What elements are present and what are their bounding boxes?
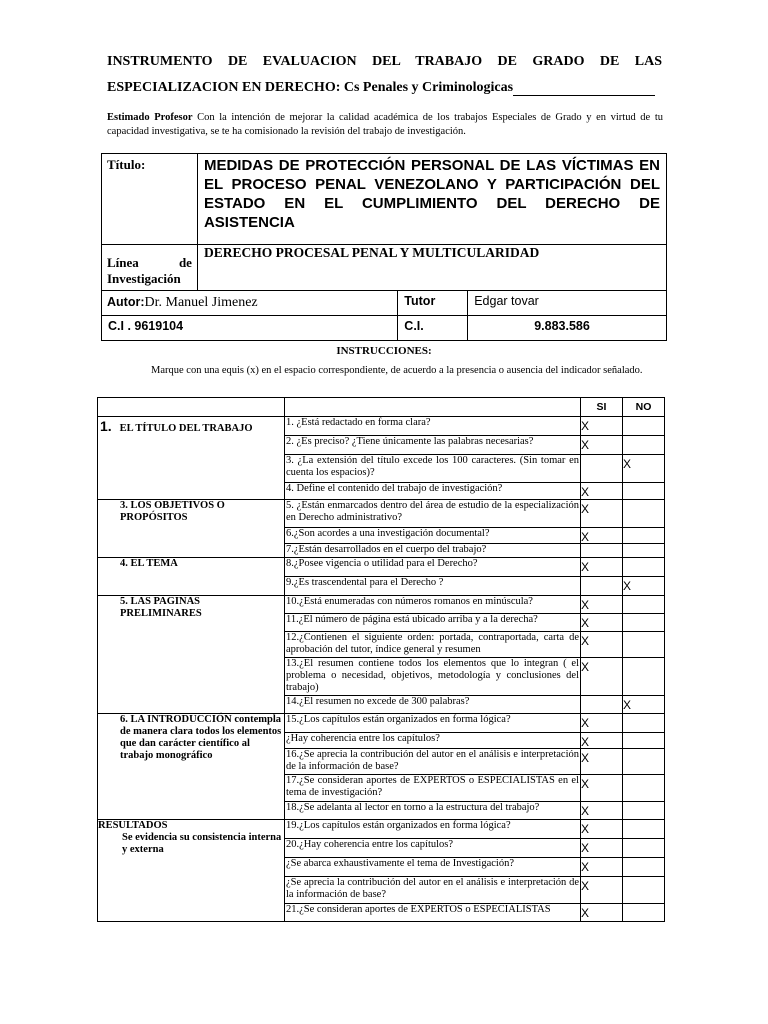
check-no-15b[interactable] — [623, 733, 665, 749]
question-10: 10.¿Está enumeradas con números romanos en minúscula? — [285, 596, 581, 614]
question-9: 9.¿Es trascendental para el Derecho ? — [285, 577, 581, 596]
check-no-4[interactable] — [623, 483, 665, 500]
check-si-11[interactable]: X — [581, 614, 623, 632]
check-no-5[interactable] — [623, 500, 665, 528]
tutor-label: Tutor — [398, 291, 468, 316]
check-si-20[interactable]: X — [581, 839, 623, 858]
check-si-20c[interactable]: X — [581, 877, 623, 904]
check-si-10[interactable]: X — [581, 596, 623, 614]
check-no-2[interactable] — [623, 436, 665, 455]
check-no-21[interactable] — [623, 904, 665, 922]
intro-paragraph: Estimado Profesor Con la intención de mejorar la calidad académica de los trabajos Especiales de Grado y en virtud de tu capacidad investigativa, se te ha comisionado la revisión del trabajo de investigación. — [107, 112, 663, 137]
check-si-1[interactable]: X — [581, 417, 623, 436]
section-introduccion: 6. LA INTRODUCCIÓN contempla de manera clara todos los elementos que dan carácter científico al trabajo monográfico — [98, 714, 285, 820]
column-no: NO — [623, 398, 665, 417]
ci-tutor-label: C.I. — [398, 316, 468, 341]
check-no-8[interactable] — [623, 558, 665, 577]
question-2: 2. ¿Es preciso? ¿Tiene únicamente las palabras necesarias? — [285, 436, 581, 455]
section-tema: 4. EL TEMA — [98, 558, 285, 596]
check-si-3[interactable] — [581, 455, 623, 483]
question-13: 13.¿El resumen contiene todos los elementos que lo integran ( el problema o necesidad, objetivos, metodología y conclusiones del trabajo) — [285, 658, 581, 696]
question-20c: ¿Se aprecia la contribución del autor en el análisis e interpretación de la información de base? — [285, 877, 581, 904]
document-title-line2: ESPECIALIZACION EN DERECHO: Cs Penales y Criminologicas — [107, 80, 655, 96]
check-si-16[interactable]: X — [581, 749, 623, 775]
question-15b: ¿Hay coherencia entre los capítulos? — [285, 733, 581, 749]
section-preliminares: 5. LAS PAGINAS PRELIMINARES — [98, 596, 285, 714]
check-si-19[interactable]: X — [581, 820, 623, 839]
check-no-11[interactable] — [623, 614, 665, 632]
check-no-20c[interactable] — [623, 877, 665, 904]
check-no-1[interactable] — [623, 417, 665, 436]
check-si-7[interactable] — [581, 544, 623, 558]
check-no-16[interactable] — [623, 749, 665, 775]
check-si-13[interactable]: X — [581, 658, 623, 696]
check-no-18[interactable] — [623, 802, 665, 820]
check-no-6[interactable] — [623, 528, 665, 544]
evaluation-table — [97, 397, 665, 922]
check-no-7[interactable] — [623, 544, 665, 558]
check-si-5[interactable]: X — [581, 500, 623, 528]
question-16: 16.¿Se aprecia la contribución del autor en el análisis e interpretación de la información de base? — [285, 749, 581, 775]
linea-label: Línea de Investigación — [102, 245, 198, 291]
check-no-19[interactable] — [623, 820, 665, 839]
check-si-21[interactable]: X — [581, 904, 623, 922]
check-no-17[interactable] — [623, 775, 665, 802]
question-3: 3. ¿La extensión del título excede los 100 caracteres. (Sin tomar en cuenta los espacios)? — [285, 455, 581, 483]
question-19: 19.¿Los capítulos están organizados en forma lógica? — [285, 820, 581, 839]
section-titulo: 1. EL TÍTULO DEL TRABAJO — [98, 417, 285, 500]
check-si-15b[interactable]: X — [581, 733, 623, 749]
question-11: 11.¿El número de página está ubicado arriba y a la derecha? — [285, 614, 581, 632]
titulo-label: Título: — [102, 154, 198, 245]
question-20: 20.¿Hay coherencia entre los capítulos? — [285, 839, 581, 858]
check-no-12[interactable] — [623, 632, 665, 658]
question-17: 17.¿Se consideran aportes de EXPERTOS o ESPECIALISTAS en el tema de investigación? — [285, 775, 581, 802]
question-4: 4. Define el contenido del trabajo de investigación? — [285, 483, 581, 500]
check-no-9[interactable]: X — [623, 577, 665, 596]
check-si-20b[interactable]: X — [581, 858, 623, 877]
question-20b: ¿Se abarca exhaustivamente el tema de Investigación? — [285, 858, 581, 877]
check-si-15[interactable]: X — [581, 714, 623, 733]
column-si: SI — [581, 398, 623, 417]
question-12: 12.¿Contienen el siguiente orden: portada, contraportada, carta de aprobación del tutor, índice general y resumen — [285, 632, 581, 658]
check-si-18[interactable]: X — [581, 802, 623, 820]
question-8: 8.¿Posee vigencia o utilidad para el Derecho? — [285, 558, 581, 577]
instructions-text: Marque con una equis (x) en el espacio correspondiente, de acuerdo a la presencia o ausencia del indicador señalado. — [151, 365, 643, 376]
check-no-20b[interactable] — [623, 858, 665, 877]
header-table — [101, 153, 667, 341]
check-no-15[interactable] — [623, 714, 665, 733]
question-1: 1. ¿Está redactado en forma clara? — [285, 417, 581, 436]
check-si-17[interactable]: X — [581, 775, 623, 802]
section-objetivos: 3. LOS OBJETIVOS O PROPÓSITOS — [98, 500, 285, 558]
document-title-line1: INSTRUMENTO DE EVALUACION DEL TRABAJO DE GRADO DE LAS — [107, 54, 662, 69]
check-si-12[interactable]: X — [581, 632, 623, 658]
question-14: 14.¿El resumen no excede de 300 palabras? — [285, 696, 581, 714]
autor-cell: Autor:Dr. Manuel Jimenez — [102, 291, 398, 316]
check-si-4[interactable]: X — [581, 483, 623, 500]
question-15: 15.¿Los capítulos están organizados en forma lógica? — [285, 714, 581, 733]
check-si-9[interactable] — [581, 577, 623, 596]
tutor-value: Edgar tovar — [468, 291, 667, 316]
question-7: 7.¿Están desarrollados en el cuerpo del trabajo? — [285, 544, 581, 558]
ci-tutor-value: 9.883.586 — [468, 316, 667, 341]
check-no-3[interactable]: X — [623, 455, 665, 483]
check-si-14[interactable] — [581, 696, 623, 714]
check-si-8[interactable]: X — [581, 558, 623, 577]
question-21: 21.¿Se consideran aportes de EXPERTOS o ESPECIALISTAS — [285, 904, 581, 922]
ci-autor: C.I . 9619104 — [102, 316, 398, 341]
question-5: 5. ¿Están enmarcados dentro del área de estudio de la especialización en Derecho administrativo? — [285, 500, 581, 528]
instructions-heading: INSTRUCCIONES: — [336, 345, 432, 357]
check-si-2[interactable]: X — [581, 436, 623, 455]
linea-value: DERECHO PROCESAL PENAL Y MULTICULARIDAD — [197, 245, 666, 291]
check-no-13[interactable] — [623, 658, 665, 696]
section-resultados: RESULTADOS Se evidencia su consistencia interna y externa — [98, 820, 285, 922]
question-18: 18.¿Se adelanta al lector en torno a la estructura del trabajo? — [285, 802, 581, 820]
check-no-10[interactable] — [623, 596, 665, 614]
check-no-14[interactable]: X — [623, 696, 665, 714]
titulo-value: MEDIDAS DE PROTECCIÓN PERSONAL DE LAS VÍCTIMAS EN EL PROCESO PENAL VENEZOLANO Y PARTICIPACIÓN DEL ESTADO EN EL CUMPLIMIENTO DEL DERECHO DE ASISTENCIA — [197, 154, 666, 245]
question-6: 6.¿Son acordes a una investigación documental? — [285, 528, 581, 544]
check-si-6[interactable]: X — [581, 528, 623, 544]
check-no-20[interactable] — [623, 839, 665, 858]
